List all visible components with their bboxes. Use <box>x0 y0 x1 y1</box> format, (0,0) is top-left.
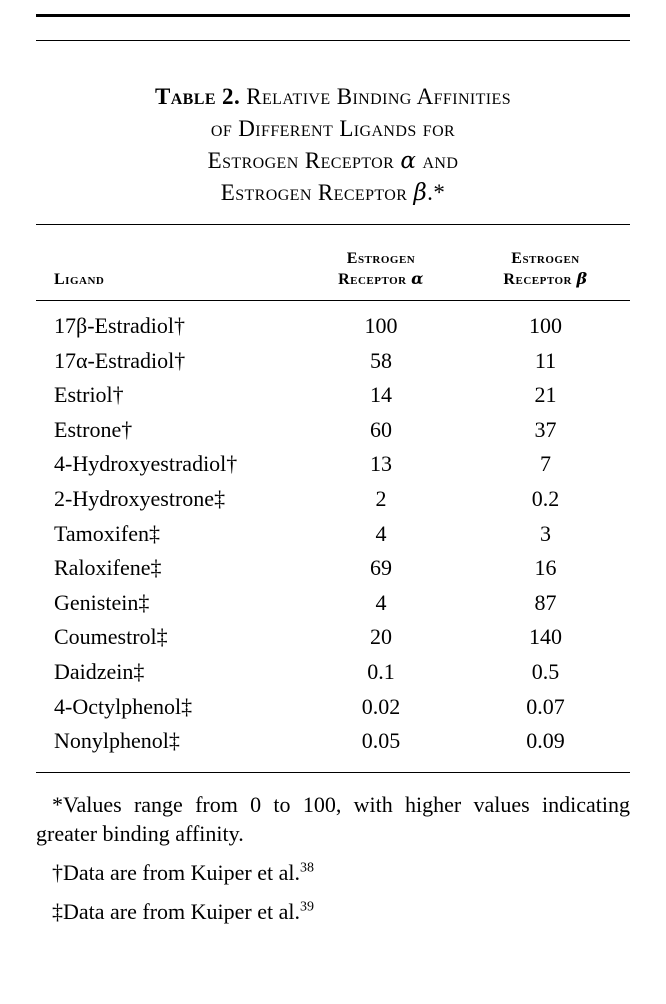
footnote-text: Data are from Kuiper et al. <box>63 859 300 885</box>
er-beta-value: 100 <box>529 313 562 338</box>
footnote-double-dagger <box>36 897 630 926</box>
er-alpha-value: 4 <box>375 589 387 615</box>
table-row <box>36 309 630 344</box>
er-beta-value: 140 <box>529 624 562 650</box>
alpha-symbol: α <box>411 269 424 288</box>
title-line-2 <box>36 113 630 145</box>
er-beta-value: 0.07 <box>526 693 565 719</box>
ligand-cell: Daidzein‡ <box>54 658 145 684</box>
ligand-cell: 4-Octylphenol‡ <box>54 693 193 719</box>
er-alpha-value: 0.02 <box>361 693 401 719</box>
table-header-row <box>36 225 630 300</box>
table-row <box>36 586 630 621</box>
header-line-receptor-alpha <box>301 269 461 290</box>
header-line-receptor-beta <box>461 269 630 290</box>
table-row <box>36 482 630 517</box>
er-beta-value: 16 <box>534 555 557 581</box>
table-number: Table 2. <box>154 84 241 109</box>
header-line-estrogen-beta: Estrogen <box>511 250 580 267</box>
table-title <box>36 81 630 209</box>
ligand-cell: Raloxifene‡ <box>54 555 162 581</box>
title-text-3b: and <box>422 148 459 173</box>
footnotes <box>36 790 630 926</box>
er-beta-value: 0.2 <box>531 485 560 511</box>
ligand-cell: 17α-Estradiol† <box>54 347 186 373</box>
er-alpha-value: 69 <box>370 555 392 581</box>
title-text-2: of Different Ligands for <box>210 116 456 141</box>
er-alpha-value: 60 <box>370 416 392 442</box>
footnote-reference-number: 38 <box>300 860 314 876</box>
title-text-4: Estrogen Receptor <box>220 180 408 205</box>
beta-symbol: β <box>576 269 588 288</box>
table-row <box>36 517 630 552</box>
ligand-cell: Estriol† <box>54 382 124 408</box>
title-text-4b: .* <box>427 180 446 205</box>
ligand-cell: Tamoxifen‡ <box>54 520 160 546</box>
table-row <box>36 447 630 482</box>
er-beta-value: 11 <box>534 347 557 373</box>
ligand-cell: Coumestrol‡ <box>54 624 168 650</box>
col-header-er-beta <box>461 249 630 290</box>
footnote-values-range <box>36 790 630 848</box>
title-line-1 <box>36 81 630 113</box>
title-text-3: Estrogen Receptor <box>207 148 395 173</box>
title-text-1: Relative Binding Affinities <box>246 84 512 109</box>
table-row <box>36 690 630 725</box>
er-alpha-value: 20 <box>370 624 392 650</box>
ligand-cell: 4-Hydroxyestradiol† <box>54 451 238 477</box>
footnote-dagger <box>36 858 630 887</box>
alpha-symbol: α <box>400 148 417 174</box>
table-body <box>36 301 630 772</box>
ligand-cell: Estrone† <box>54 416 133 442</box>
table-row <box>36 378 630 413</box>
header-line-estrogen-alpha: Estrogen <box>346 250 416 267</box>
footnote-reference-number: 39 <box>300 899 314 915</box>
top-rule-heavy <box>36 14 630 17</box>
footnote-text: Data are from Kuiper et al. <box>63 898 300 924</box>
header-receptor-text: Receptor <box>338 271 407 288</box>
footnote-marker-asterisk: * <box>52 791 63 817</box>
er-alpha-value: 13 <box>370 451 392 477</box>
er-beta-value: 7 <box>540 451 551 477</box>
ligand-cell: Genistein‡ <box>54 589 150 615</box>
er-alpha-value: 100 <box>364 313 398 338</box>
footnote-marker-double-dagger: ‡ <box>52 898 63 924</box>
er-alpha-value: 0.05 <box>361 728 401 754</box>
er-alpha-value: 0.1 <box>367 658 395 684</box>
er-alpha-value: 4 <box>375 520 387 546</box>
ligand-cell: 2-Hydroxyestrone‡ <box>54 485 226 511</box>
col-header-er-alpha <box>301 249 461 290</box>
ligand-cell: Nonylphenol‡ <box>54 728 180 754</box>
top-rule-light <box>36 40 630 41</box>
er-beta-value: 21 <box>534 382 557 408</box>
footnote-text: Values range from 0 to 100, with higher values indicating greater binding affinity. <box>36 791 630 846</box>
col-header-ligand: Ligand <box>54 271 105 288</box>
table-row <box>36 620 630 655</box>
er-alpha-value: 58 <box>370 347 392 373</box>
table-row <box>36 551 630 586</box>
table-row <box>36 344 630 379</box>
er-beta-value: 0.09 <box>526 728 565 754</box>
er-beta-value: 37 <box>534 416 557 442</box>
er-beta-value: 3 <box>540 520 551 546</box>
header-receptor-text: Receptor <box>503 271 572 288</box>
er-beta-value: 87 <box>534 589 557 615</box>
er-beta-value: 0.5 <box>531 658 560 684</box>
er-alpha-value: 2 <box>375 485 387 511</box>
table-row <box>36 413 630 448</box>
rule-below-table <box>36 772 630 773</box>
table-row <box>36 724 630 759</box>
table-row <box>36 655 630 690</box>
beta-symbol: β <box>413 180 428 206</box>
title-line-4 <box>36 177 630 209</box>
er-alpha-value: 14 <box>370 382 392 408</box>
footnote-marker-dagger: † <box>52 859 63 885</box>
ligand-cell: 17β-Estradiol† <box>54 313 185 338</box>
title-line-3 <box>36 145 630 177</box>
